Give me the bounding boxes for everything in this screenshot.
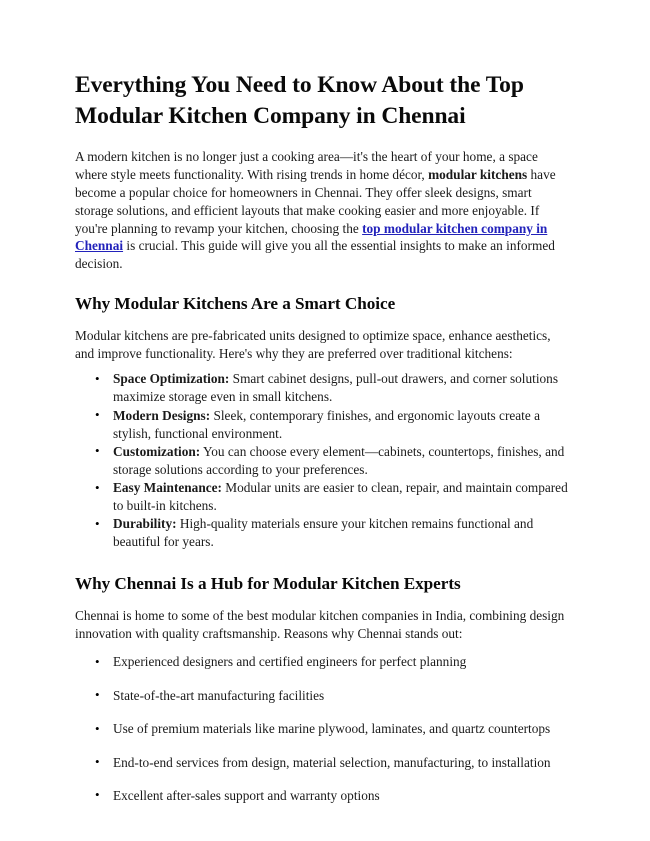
section1-intro-paragraph: Modular kitchens are pre-fabricated units designed to optimize space, enhance aesthetics, and improve functionality. Here's why they are preferred over traditional kitchens:: [75, 327, 551, 361]
section-heading-chennai-hub: Why Chennai Is a Hub for Modular Kitchen Experts: [75, 574, 461, 594]
list-item: [75, 407, 570, 443]
intro-text-part-2: have become a popular choice for homeowners in Chennai. They offer sleek designs, smart storage solutions, and efficient layouts that make cooking easier and more enjoyable. If you're planning to revamp your kitchen, choosing the: [75, 166, 556, 236]
list-item-text: Sleek, contemporary finishes, and ergonomic layouts create a stylish, functional environment.: [113, 407, 540, 441]
list-item-text: High-quality materials ensure your kitchen remains functional and beautiful for years.: [113, 516, 534, 550]
list-item: • State-of-the-art manufacturing facilities: [75, 687, 570, 705]
page-title-line-2: Modular Kitchen Company in Chennai: [75, 102, 466, 129]
list-item-term: Modern Designs:: [113, 407, 211, 423]
list-item: [75, 370, 570, 406]
list-item-text: Smart cabinet designs, pull-out drawers, and corner solutions maximize storage even in small kitchens.: [113, 371, 559, 405]
intro-text-part-3: is crucial. This guide will give you all the essential insights to make an informed decision.: [75, 238, 555, 272]
list-item: • Use of premium materials like marine plywood, laminates, and quartz countertops: [75, 720, 570, 738]
list-item-term: Durability:: [113, 516, 177, 532]
section1-bullet-list: [75, 370, 570, 551]
intro-bold-modular-kitchens: modular kitchens: [428, 166, 528, 182]
list-item-text: You can choose every element—cabinets, countertops, finishes, and storage solutions according to your preferences.: [113, 443, 565, 477]
list-item: [75, 515, 570, 551]
list-item: • Excellent after-sales support and warranty options: [75, 787, 570, 805]
list-item-text: Modular units are easier to clean, repair, and maintain compared to built-in kitchens.: [113, 480, 568, 514]
section2-bullet-list: [75, 653, 570, 804]
section-heading-smart-choice: Why Modular Kitchens Are a Smart Choice: [75, 294, 396, 314]
page-title-line-1: Everything You Need to Know About the Top: [75, 72, 524, 98]
list-item-term: Customization:: [113, 443, 201, 459]
intro-text-part-1: A modern kitchen is no longer just a cooking area—it's the heart of your home, a space where style meets functionality. With rising trends in home décor,: [75, 149, 538, 182]
list-item: [75, 479, 570, 515]
intro-paragraph: [75, 148, 570, 273]
list-item: • Experienced designers and certified engineers for perfect planning: [75, 653, 570, 671]
list-item: [75, 443, 570, 479]
list-item-term: Easy Maintenance:: [113, 480, 222, 496]
list-item-term: Space Optimization:: [113, 371, 230, 387]
list-item: • End-to-end services from design, material selection, manufacturing, to installation: [75, 754, 570, 772]
page-title: [75, 70, 575, 131]
top-modular-kitchen-company-link[interactable]: top modular kitchen company in Chennai: [75, 220, 548, 254]
section2-intro-paragraph: Chennai is home to some of the best modular kitchen companies in India, combining design innovation with quality craftsmanship. Reasons why Chennai stands out:: [75, 607, 565, 641]
